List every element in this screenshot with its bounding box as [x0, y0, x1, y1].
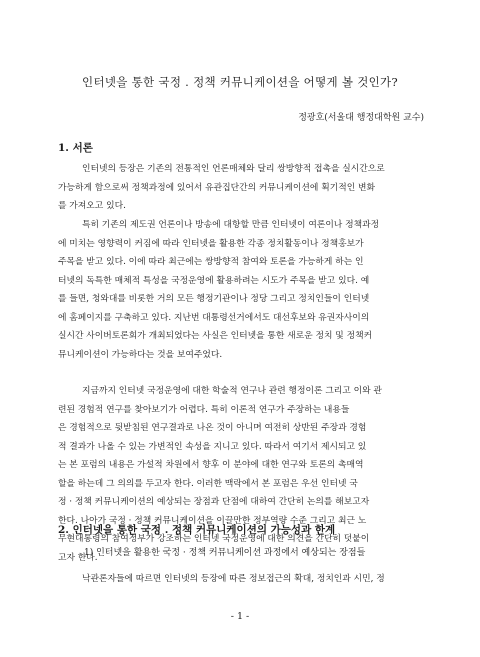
- text-line: 터넷의 독특한 매체적 특성을 국정운영에 활용하려는 시도가 주목을 받고 있다. 예: [58, 275, 370, 286]
- text-line: 특히 기존의 제도권 언론이나 방송에 대항할 만큼 인터넷이 여론이나 정책과정: [82, 220, 380, 230]
- document-title: 인터넷을 통한 국정 . 정책 커뮤니케이션을 어떻게 볼 것인가?: [82, 75, 398, 89]
- paragraph-1: [58, 160, 424, 216]
- text-line: 정 · 정책 커뮤니케이션의 예상되는 장점과 단점에 대하여 간단히 논의를 해보고자: [58, 497, 370, 507]
- section-1-heading: 1. 서론: [58, 142, 93, 154]
- paragraph-4: [58, 570, 424, 589]
- text-line: 는 본 포럼의 내용은 가설적 차원에서 향후 이 분야에 대한 연구와 토론의 촉매역: [58, 460, 364, 470]
- text-line: 에 미치는 영향력이 커짐에 따라 인터넷을 활용한 각종 정치활동이나 정책홍보가: [58, 238, 364, 249]
- paragraph-2: [58, 216, 424, 364]
- text-line: 무현대통령의 참여정부가 강조하는 인터넷 국정운영에 대한 의견을 간단히 덧붙이: [58, 534, 370, 544]
- text-line: 에 홈페이지를 구축하고 있다. 지난번 대통령선거에서도 대선후보와 유권자사이의: [58, 312, 370, 323]
- page-number: - 1 -: [230, 611, 250, 622]
- text-line: 를 가져오고 있다.: [58, 201, 126, 211]
- text-line: 를 들면, 청와대를 비롯한 거의 모든 행정기관이나 정당 그리고 정치인들이 인터넷: [58, 294, 370, 304]
- text-line: 낙관론자들에 따르면 인터넷의 등장에 따른 정보접근의 확대, 정치인과 시민, 정: [82, 574, 385, 584]
- text-line: 적 결과가 나올 수 있는 가변적인 속성을 지니고 있다. 따라서 여기서 제시되고 있: [58, 441, 367, 452]
- text-line: 할을 하는데 그 의의를 두고자 한다. 이러한 맥락에서 본 포럼은 우선 인터넷 국: [58, 478, 358, 489]
- paragraph-3: [58, 382, 424, 567]
- text-line: 한다. 나아가 국정 · 정책 커뮤니케이션을 이끌만한 정부역량 수준 그리고 최근 노: [58, 515, 367, 526]
- text-line: 뮤니케이션이 가능하다는 것을 보여주었다.: [58, 349, 223, 360]
- text-line: 지금까지 인터넷 국정운영에 대한 학술적 연구나 관련 행정이론 그리고 이와 관: [82, 386, 382, 396]
- text-line: 인터넷의 등장은 기존의 전통적인 언론매체와 달리 쌍방향적 접촉을 실시간으로: [82, 164, 385, 174]
- text-line: 실시간 사이버토론회가 개최되었다는 사실은 인터넷을 통한 새로운 정치 및 정책커: [58, 331, 373, 341]
- subsection-heading: 1) 인터넷을 활용한 국정 · 정책 커뮤니케이션 과정에서 예상되는 장점들: [84, 548, 366, 558]
- text-line: 주목을 받고 있다. 이에 따라 최근에는 쌍방향적 참여와 토론을 가능하게 하는 인: [58, 257, 364, 267]
- text-line: 은 경험적으로 뒷받침된 연구결과로 나온 것이 아니며 여전히 상반된 주장과 경험: [58, 423, 367, 433]
- author-line: 정광호(서울대 행정대학원 교수): [298, 113, 424, 123]
- section-2-heading: 2. 인터넷을 통한 국정 . 정책 커뮤니케이션의 가능성과 한계: [58, 524, 336, 536]
- text-line: 가능하게 함으로써 정책과정에 있어서 유관집단간의 커뮤니케이션에 획기적인 변화: [58, 182, 375, 193]
- text-line: 고자 한다.: [58, 552, 98, 563]
- text-line: 련된 경험적 연구를 찾아보기가 어렵다. 특히 이론적 연구가 주장하는 내용들: [58, 404, 350, 415]
